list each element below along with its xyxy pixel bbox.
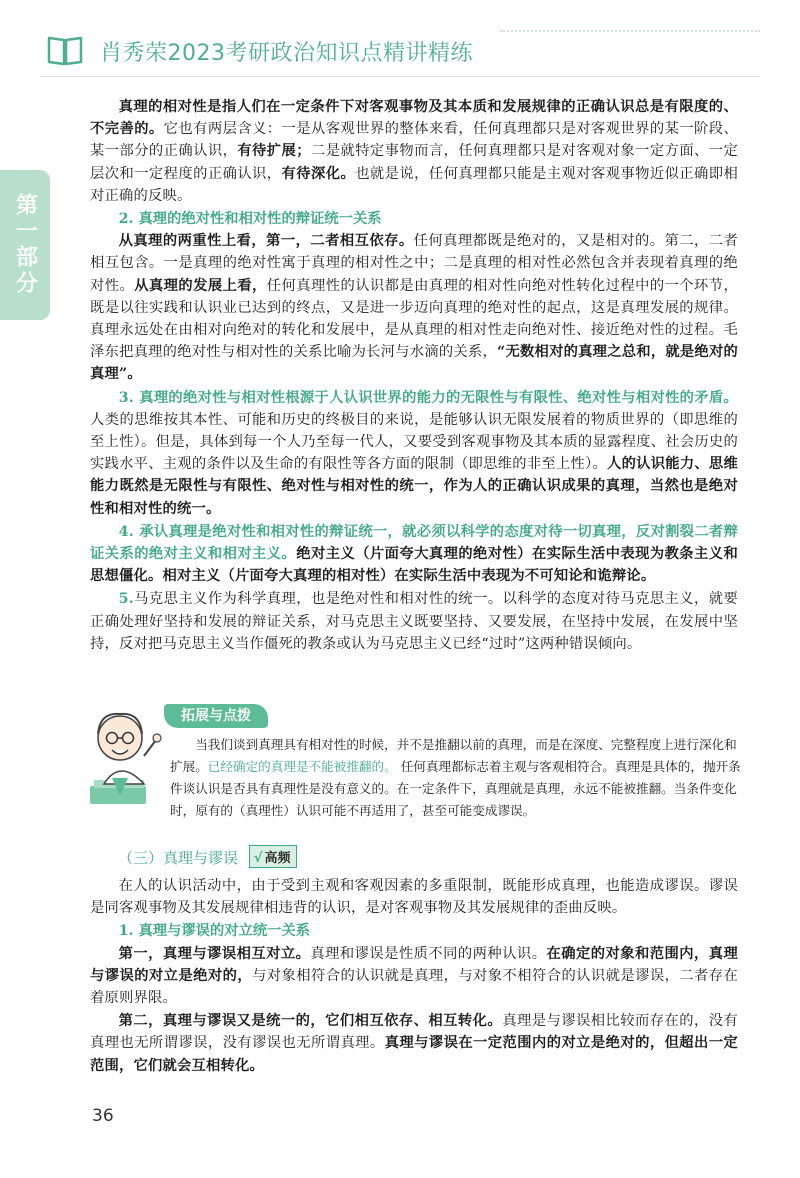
page-header (40, 30, 760, 77)
tip-badge: 拓展与点拨 (164, 704, 268, 728)
text-span: 第二，真理与谬误又是统一的，它们相互依存、相互转化。 (118, 1013, 503, 1030)
heading-3: 3. 真理的绝对性与相对性根源于人认识世界的能力的无限性与有限性、绝对性与相对性的矛盾。 (118, 389, 738, 406)
text-span: 任何真理性的认识都是由真理的相对性向绝对性转化过程中的一个环节，既是以往实践和认识业已达到的终点，又是进一步迈向真理的绝对性的起点，这是真理发展的规律。真理永远处在由相对向绝对的转化和发展中，是从真理的相对性走向绝对性、接近绝对性的过程。毛泽东把真理的绝对性与相对性的关系比喻为长河与水滴的关系， (90, 277, 738, 361)
text-span: 真理与谬误在一定范围内的对立是绝对的，但超出一定范围，它们就会互相转化。 (90, 1035, 738, 1074)
paragraph-5 (90, 588, 738, 655)
section-title-text: （三）真理与谬误 (118, 849, 239, 867)
paragraph-relativity (90, 96, 738, 207)
text-span: 人类的思维按其本性、可能和历史的终极目的来说，是能够认识无限发展着的物质世界的（即思维的至上性）。但是，具体到每一个人乃至每一代人，又要受到客观事物及其本质的显露程度、社会历史的实践水平、主观的条件以及生命的有限性等各方面的限制（即思维的非至上性）。 (90, 411, 738, 473)
tip-box (86, 700, 746, 832)
paragraph-opposition (90, 943, 738, 1010)
text-span: 马克思主义作为科学真理，也是绝对性和相对性的统一。以科学的态度对待马克思主义，就要正确处理好坚持和发展的辩证关系，对马克思主义既要坚持、又要发展，在坚持中发展，在发展中坚持，反对把马克思主义当作僵死的教条或认为马克思主义已经“过时”这两种错误倾向。 (90, 591, 738, 652)
text-span: 有待扩展； (237, 143, 311, 160)
text-span: 它也有两层含义：一是从客观世界的整体来看，任何真理都只是对客观世界的某一阶段、某一部分的正确认识， (90, 121, 739, 160)
paragraph-3 (90, 387, 738, 520)
main-content (90, 96, 738, 656)
paragraph-4 (90, 521, 738, 588)
part-side-tab (0, 170, 50, 320)
badge-text: 高频 (264, 851, 291, 866)
text-span: 绝对主义（片面夸大真理的绝对性）在实际生活中表现为教条主义和思想僵化。 (90, 546, 738, 585)
text-span: 任何真理都既是绝对的，又是相对的。第二，二者相互包含。一是真理的绝对性寓于真理的相对性之中；二是真理的相对性必然包含并表现着真理的绝对性。 (90, 233, 738, 294)
text-span: 真理的相对性是指人们在一定条件下对客观事物及其本质和发展规律的正确认识总是有限度的、不完善的。 (90, 99, 738, 138)
page-number: 36 (92, 1106, 114, 1126)
text-span: 二是就特定事物而言，任何真理都只是对客观对象一定方面、一定层次和一定程度的正确认识， (90, 143, 739, 182)
text-span: 相对主义（片面夸大真理的相对性）在实际生活中表现为不可知论和诡辩论。 (162, 568, 656, 585)
text-span: 人的认识能力、思维能力既然是无限性与有限性、绝对性与相对性的统一，作为人的正确认识成果的真理，当然也是绝对性和相对性的统一。 (90, 456, 738, 517)
text-span: 有待深化。 (281, 165, 356, 182)
text-span: 从真理的两重性上看，第一，二者相互依存。 (118, 233, 414, 250)
tip-text (170, 734, 744, 822)
heading-truth-error: 1. 真理与谬误的对立统一关系 (118, 923, 311, 940)
text-span: 与对象相符合的认识就是真理，与对象不相符合的认识就是谬误，二者存在着原则界限。 (90, 967, 738, 1007)
text-span: 已经确定的真理是不能被推翻的。 (207, 759, 397, 774)
paragraph-2 (90, 230, 738, 385)
section-title (118, 845, 297, 868)
text-span: “无数相对的真理之总和，就是绝对的真理”。 (90, 344, 738, 383)
frequency-badge (249, 845, 298, 868)
book-title: 肖秀荣2023考研政治知识点精讲精练 (100, 41, 473, 66)
heading-2: 2. 真理的绝对性和相对性的辩证统一关系 (118, 211, 382, 228)
text-span: 从真理的发展上看， (134, 277, 267, 294)
text-span: 真理和谬误是性质不同的两种认识。 (310, 945, 547, 962)
text-span: 在确定的对象和范围内，真理与谬误的对立是绝对的， (90, 945, 738, 984)
part-label: 第一部分 (12, 193, 38, 297)
header-decoration (500, 30, 760, 40)
teacher-illustration (86, 700, 164, 806)
section2-content (90, 875, 738, 1078)
text-span: 任何真理都标志着主观与客观相符合。真理是具体的，抛开条件谈认识是否具有真理性是没有意义的。在一定条件下，真理就是真理，永远不能被推翻。当条件变化时，原有的（真理性）认识可能不再适用了，甚至可能变成谬误。 (170, 759, 741, 818)
open-book-icon (46, 34, 84, 66)
text-span: 也就是说，任何真理都只能是主观对客观事物近似正确即相对正确的反映。 (90, 165, 739, 204)
heading-5: 5. (118, 591, 134, 608)
paragraph-error-intro: 在人的认识活动中，由于受到主观和客观因素的多重限制，既能形成真理，也能造成谬误。谬误是同客观事物及其发展规律相违背的认识，是对客观事物及其发展规律的歪曲反映。 (90, 878, 738, 917)
paragraph-unity (90, 1010, 738, 1077)
text-span: 第一，真理与谬误相互对立。 (118, 945, 311, 962)
text-span: 当我们谈到真理具有相对性的时候，并不是推翻以前的真理，而是在深度、完整程度上进行深化和扩展。 (170, 737, 737, 774)
check-icon: √ (253, 851, 263, 866)
text-span: 真理是与谬误相比较而存在的，没有真理也无所谓谬误，没有谬误也无所谓真理。 (90, 1013, 739, 1052)
heading-4: 4. 承认真理是绝对性和相对性的辩证统一，就必须以科学的态度对待一切真理，反对割裂二者辩证关系的绝对主义和相对主义。 (90, 523, 738, 563)
